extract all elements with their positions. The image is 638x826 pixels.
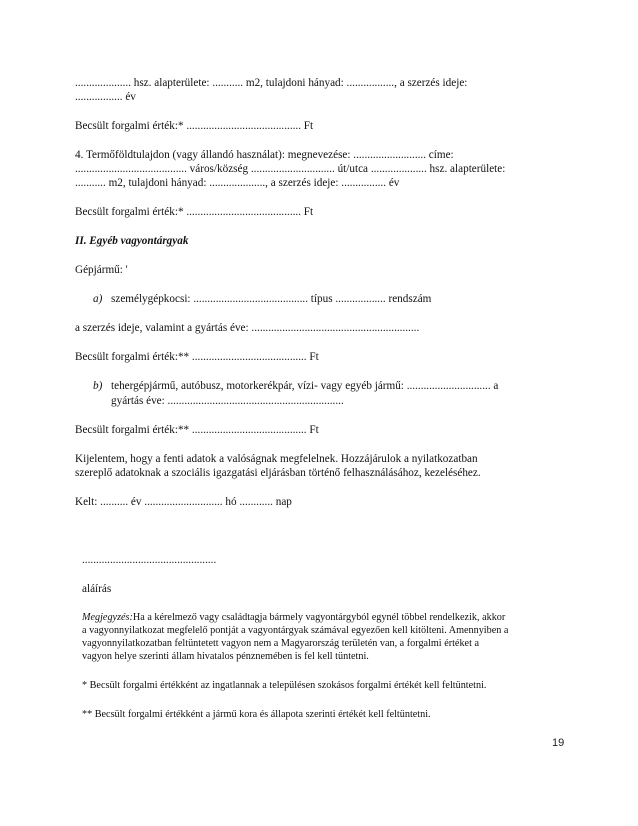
text-line: szereplő adatoknak a szociális igazgatási eljárásban történő felhasználásához, kezeléséhez.	[75, 467, 481, 479]
list-item-text: tehergépjármű, autóbusz, motorkerékpár, vízi- vagy egyéb jármű: .............................. a	[111, 380, 499, 392]
date-line: Kelt: .......... év ............................ hó ............ nap	[75, 496, 292, 508]
note-line	[82, 611, 505, 624]
text-line: Kijelentem, hogy a fenti adatok a valóságnak megfelelnek. Hozzájárulok a nyilatkozatban	[75, 453, 478, 465]
signature-line: ................................................	[82, 554, 217, 566]
note-label: Megjegyzés:	[82, 612, 133, 623]
text-line: a szerzés ideje, valamint a gyártás éve: ............................................................	[75, 322, 420, 334]
text-line: Becsült forgalmi érték:** ......................................... Ft	[75, 424, 319, 436]
footnote: ** Becsült forgalmi értékként a jármű kora és állapota szerinti értékét kell feltüntetni.	[82, 709, 431, 720]
list-marker: b)	[93, 380, 103, 392]
list-item-text: gyártás éve: ...............................................................	[111, 395, 344, 407]
section-heading: II. Egyéb vagyontárgyak	[75, 235, 189, 247]
note-text: Ha a kérelmező vagy családtagja bármely vagyontárgyból egynél többel rendelkezik, akkor	[132, 612, 506, 623]
text-line: 4. Termőföldtulajdon (vagy állandó használat): megnevezése: .......................... címe:	[75, 149, 454, 161]
list-item-text: személygépkocsi: ......................................... típus .................. rendszám	[111, 293, 432, 305]
page-number: 19	[552, 737, 565, 749]
text-line: Becsült forgalmi érték:* ......................................... Ft	[75, 206, 314, 218]
note-line: a vagyonnyilatkozat megfelelő pontját a vagyontárgyak számával egyezően kell kitölteni. Amennyiben a	[82, 625, 509, 636]
note-line: vagyon helye szerinti állam hivatalos pénznemében is fel kell tüntetni.	[82, 651, 369, 662]
text-line: ........................................ város/község .............................. út/utca .................... hsz. alapterülete:	[75, 163, 506, 175]
note-line: vagyonnyilatkozatban feltüntetett vagyon nem a Magyarország területén van, a forgalmi értéket a	[82, 638, 479, 649]
text-line: ................. év	[75, 91, 136, 103]
text-line: ........... m2, tulajdoni hányad: ...................., a szerzés ideje: ................ év	[75, 177, 400, 189]
text-line: Becsült forgalmi érték:* ......................................... Ft	[75, 120, 314, 132]
footnote: * Becsült forgalmi értékként az ingatlannak a településen szokásos forgalmi értékét kell feltüntetni.	[82, 680, 487, 691]
list-marker: a)	[93, 293, 103, 305]
text-line: Gépjármű: '	[75, 264, 128, 276]
text-line: .................... hsz. alapterülete: ........... m2, tulajdoni hányad: ................., a szerzés ideje:	[75, 77, 468, 89]
text-line: Becsült forgalmi érték:** ......................................... Ft	[75, 351, 319, 363]
signature-label: aláírás	[82, 583, 112, 595]
